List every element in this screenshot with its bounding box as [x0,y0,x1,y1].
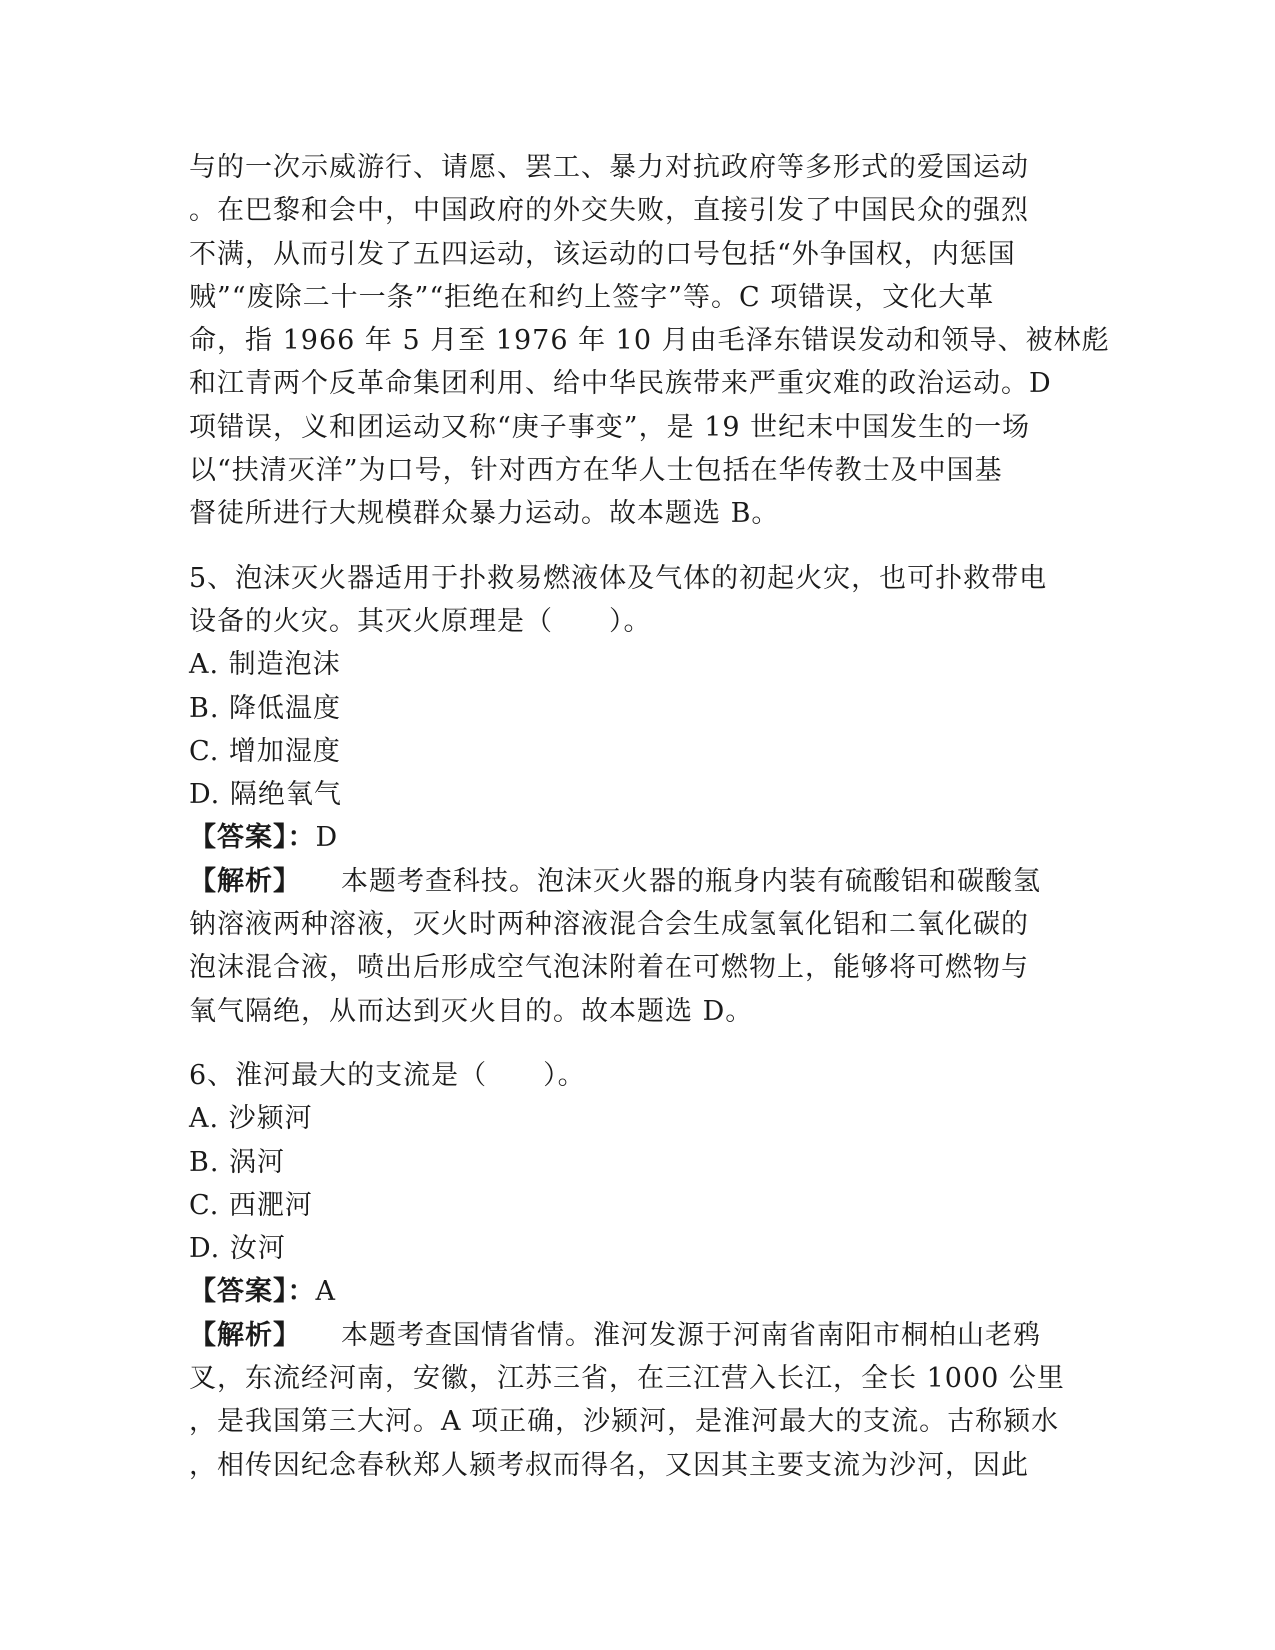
analysis-line [189,1314,1089,1357]
answer-label: 【答案】： [189,822,316,854]
option-a: A. 沙颍河 [189,1103,313,1135]
document-page [189,146,1110,1487]
analysis-label: 【解析】 [189,865,301,897]
analysis-label: 【解析】 [189,1319,301,1351]
answer-label: 【答案】： [189,1276,316,1308]
text-line: 命，指 1966 年 5 月至 1976 年 10 月由毛泽东错误发动和领导、被林彪 [189,325,1110,357]
analysis-text: 本题考查国情省情。淮河发源于河南省南阳市桐柏山老鸦 [341,1319,1041,1351]
text-line: 以“扶清灭洋”为口号，针对西方在华人士包括在华传教士及中国基 [189,455,1003,487]
option-b: B. 降低温度 [189,692,342,724]
text-line: 。在巴黎和会中，中国政府的外交失败，直接引发了中国民众的强烈 [189,195,1029,227]
answer-line [189,816,1089,859]
option-b: B. 涡河 [189,1146,286,1178]
question-stem: 5、泡沫灭火器适用于扑救易燃液体及气体的初起火灾，也可扑救带电 [189,562,1048,594]
text-line: 贼”“废除二十一条”“拒绝在和约上签字”等。C 项错误，文化大革 [189,281,995,313]
answer-value: A [315,1276,336,1308]
text-line: 不满，从而引发了五四运动，该运动的口号包括“外争国权，内惩国 [189,238,1016,270]
analysis-line [189,860,1089,903]
option-d: D. 隔绝氧气 [189,779,342,811]
text-line: 督徒所进行大规模群众暴力运动。故本题选 B。 [189,498,780,530]
analysis-line: 氧气隔绝，从而达到灭火目的。故本题选 D。 [189,995,754,1027]
previous-explanation [189,146,1110,536]
analysis-line: ，是我国第三大河。A 项正确，沙颍河，是淮河最大的支流。古称颍水 [189,1406,1060,1438]
analysis-line: 泡沫混合液，喷出后形成空气泡沫附着在可燃物上，能够将可燃物与 [189,952,1029,984]
text-line: 与的一次示威游行、请愿、罢工、暴力对抗政府等多形式的爱国运动 [189,152,1029,183]
answer-line [189,1270,1089,1313]
option-c: C. 西淝河 [189,1189,313,1221]
spacer [189,536,1089,557]
analysis-line: 钠溶液两种溶液，灭火时两种溶液混合会生成氢氧化铝和二氧化碳的 [189,909,1029,941]
option-a: A. 制造泡沫 [189,649,341,681]
text-line: 项错误，义和团运动又称“庚子事变”，是 19 世纪末中国发生的一场 [189,411,1031,443]
analysis-text: 本题考查科技。泡沫灭火器的瓶身内装有硫酸铝和碳酸氢 [341,865,1041,897]
option-d: D. 汝河 [189,1233,286,1265]
question-stem: 6、淮河最大的支流是（ ）。 [189,1059,586,1091]
spacer [189,1033,1089,1054]
answer-value: D [315,822,339,854]
question-stem: 设备的火灾。其灭火原理是（ ）。 [189,605,652,637]
question-5 [189,557,1089,1033]
question-6 [189,1054,1089,1487]
text-line: 和江青两个反革命集团利用、给中华民族带来严重灾难的政治运动。D [189,368,1052,400]
option-c: C. 增加湿度 [189,735,341,767]
analysis-line: ，相传因纪念春秋郑人颍考叔而得名，又因其主要支流为沙河，因此 [189,1449,1029,1481]
analysis-line: 叉，东流经河南，安徽，江苏三省，在三江营入长江，全长 1000 公里 [189,1363,1065,1395]
